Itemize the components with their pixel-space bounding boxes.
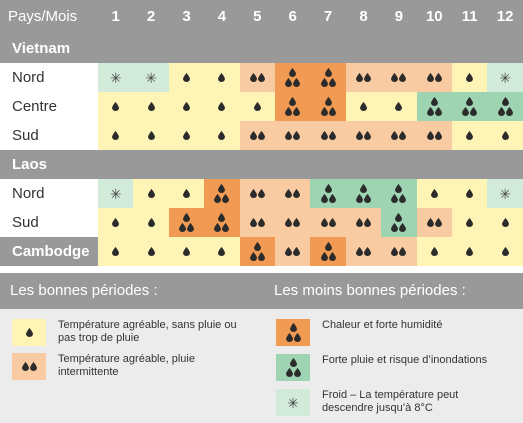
raindrop-icon [325,184,332,193]
raindrop-icon [325,242,332,251]
raindrop-icon [294,368,301,377]
month-cell [275,208,310,237]
raindrop-icon [250,218,257,227]
raindrop-icon [250,131,257,140]
month-cell [487,121,522,150]
raindrop-icon [431,97,438,106]
month-cell [452,92,487,121]
raindrop-icon [112,247,119,256]
region-name: Nord [0,179,98,208]
region-row [0,63,523,92]
raindrop-icon [218,102,225,111]
good-periods-title: Les bonnes périodes : [10,282,158,299]
snowflake-icon: ✳ [499,69,511,86]
snowflake-icon: ✳ [109,69,122,86]
raindrop-icon [364,194,371,203]
legend-swatch [276,354,310,381]
month-header: 1 [111,8,120,25]
month-header: 2 [146,8,156,25]
raindrop-icon [431,189,438,198]
raindrop-icon [183,189,190,198]
region-name: Nord [0,63,98,92]
legend-text: Froid – La température peut descendre jusqu’à 8°C [322,389,459,414]
month-cell [169,63,204,92]
raindrop-icon [183,213,190,222]
legend-swatch [12,353,46,380]
month-cell [346,237,381,266]
month-cell [133,63,168,92]
month-cell [310,63,345,92]
month-cell [98,208,133,237]
raindrop-icon [250,189,257,198]
raindrop-icon [183,131,190,140]
raindrop-icon [293,78,300,87]
legend-item [276,354,507,381]
raindrop-icon [427,73,434,82]
raindrop-icon [466,131,473,140]
raindrop-icon [285,78,292,87]
raindrop-icon [289,97,296,106]
raindrop-icon [258,73,265,82]
month-cell [310,179,345,208]
raindrop-icon [395,102,402,111]
month-cell [240,237,275,266]
legend-text: Chaleur et forte humidité [322,319,443,331]
month-cell [98,92,133,121]
month-cell [417,92,452,121]
month-cell [204,208,239,237]
raindrop-icon [364,218,371,227]
month-cell [133,208,168,237]
raindrop-icon [329,78,336,87]
raindrop-icon [285,107,292,116]
month-header: 12 [496,8,514,25]
month-cell [381,121,416,150]
raindrop-icon [112,131,119,140]
raindrop-icon [356,131,363,140]
month-cell [452,63,487,92]
month-cell [133,237,168,266]
month-cell [204,121,239,150]
month-cell [204,92,239,121]
raindrop-icon [399,131,406,140]
legend-item [276,319,507,346]
raindrop-icon [364,131,371,140]
raindrop-icon [364,247,371,256]
month-cell [346,121,381,150]
month-cell [240,121,275,150]
raindrop-icon [258,131,265,140]
raindrop-icon [435,218,442,227]
raindrop-icon [258,252,265,261]
raindrop-icon [290,358,297,367]
month-cell [346,208,381,237]
month-cell [346,92,381,121]
legend-text: Forte pluie et risque d’inondations [322,354,488,366]
month-cell [133,121,168,150]
raindrop-icon [214,194,221,203]
header-corner-label: Pays/Mois [8,8,78,25]
raindrop-icon [250,73,257,82]
header-row [0,0,523,34]
raindrop-icon [286,333,293,342]
raindrop-icon [148,218,155,227]
raindrop-icon [466,97,473,106]
raindrop-icon [148,189,155,198]
region-name: Sud [0,208,98,237]
month-cell [98,121,133,150]
month-cell [98,179,133,208]
raindrop-icon [325,97,332,106]
raindrop-icon [321,194,328,203]
month-cell [310,121,345,150]
raindrop-icon [466,218,473,227]
raindrop-icon [293,218,300,227]
region-row [0,179,523,208]
raindrop-icon [222,194,229,203]
month-header: 7 [323,8,333,25]
raindrop-icon [427,107,434,116]
raindrop-icon [321,218,328,227]
raindrop-icon [293,189,300,198]
raindrop-icon [254,102,261,111]
raindrop-icon [321,78,328,87]
raindrop-icon [218,184,225,193]
raindrop-icon [506,107,513,116]
raindrop-icon [148,247,155,256]
raindrop-icon [183,73,190,82]
raindrop-icon [356,247,363,256]
legend-swatch [276,389,310,416]
raindrop-icon [321,252,328,261]
month-cell [275,237,310,266]
raindrop-icon [325,68,332,77]
month-cell [417,63,452,92]
month-header: 6 [288,8,297,25]
raindrop-icon [391,73,398,82]
month-cell [275,179,310,208]
raindrop-icon [329,218,336,227]
country-name: Vietnam [12,40,71,57]
snowflake-icon: ✳ [145,69,157,86]
raindrop-icon [391,247,398,256]
raindrop-icon [427,218,434,227]
month-cell [133,92,168,121]
month-cell [381,237,416,266]
legend-item [12,319,243,346]
raindrop-icon [30,362,37,371]
month-cell [487,208,522,237]
raindrop-icon [502,97,509,106]
raindrop-icon [218,247,225,256]
raindrop-icon [286,368,293,377]
month-cell [487,237,522,266]
month-cell [381,208,416,237]
month-cell [346,63,381,92]
raindrop-icon [431,247,438,256]
raindrop-icon [214,223,221,232]
month-cell [169,237,204,266]
month-cell [133,179,168,208]
raindrop-icon [293,131,300,140]
raindrop-icon [321,107,328,116]
month-cell [452,179,487,208]
raindrop-icon [502,247,509,256]
month-cell [240,92,275,121]
raindrop-icon [502,218,509,227]
raindrop-icon [26,328,33,337]
raindrop-icon [391,194,398,203]
snowflake-icon: ✳ [109,185,122,202]
raindrop-icon [148,102,155,111]
month-cell [240,208,275,237]
month-header: 5 [253,8,262,25]
month-cell [310,237,345,266]
raindrop-icon [329,107,336,116]
raindrop-icon [364,73,371,82]
raindrop-icon [218,73,225,82]
raindrop-icon [254,242,261,251]
month-cell [310,208,345,237]
raindrop-icon [179,223,186,232]
raindrop-icon [148,131,155,140]
raindrop-icon [395,213,402,222]
country-name: Laos [12,156,48,173]
month-cell [240,63,275,92]
month-cell [204,237,239,266]
raindrop-icon [112,102,119,111]
month-cell [452,237,487,266]
raindrop-icon [293,247,300,256]
raindrop-icon [218,213,225,222]
month-cell [204,179,239,208]
raindrop-icon [360,184,367,193]
legend-text: Température agréable, pluie intermittente [58,353,195,378]
raindrop-icon [399,73,406,82]
raindrop-icon [294,333,301,342]
region-row [0,208,523,237]
raindrop-icon [435,131,442,140]
month-header: 10 [425,8,443,25]
month-cell [381,92,416,121]
month-cell [310,92,345,121]
raindrop-icon [285,247,292,256]
month-header: 9 [394,8,404,25]
legend-swatch [12,319,46,346]
legend-text: Température agréable, sans pluie ou pas trop de pluie [58,319,237,344]
month-cell [169,121,204,150]
month-cell [98,63,133,92]
month-header: 11 [461,8,478,25]
raindrop-icon [290,323,297,332]
raindrop-icon [329,194,336,203]
raindrop-icon [399,247,406,256]
raindrop-icon [356,194,363,203]
raindrop-icon [22,362,29,371]
raindrop-icon [183,247,190,256]
region-name: Centre [0,92,98,121]
month-cell [452,121,487,150]
region-row [0,121,523,150]
region-name: Sud [0,121,98,150]
raindrop-icon [329,252,336,261]
raindrop-icon [222,223,229,232]
raindrop-icon [258,218,265,227]
raindrop-icon [218,131,225,140]
raindrop-icon [470,107,477,116]
month-cell [417,237,452,266]
month-cell [487,92,522,121]
month-cell [487,179,522,208]
raindrop-icon [360,102,367,111]
month-cell [381,63,416,92]
raindrop-icon [391,223,398,232]
country-name: Cambodge [0,237,98,266]
month-cell [275,63,310,92]
raindrop-icon [285,189,292,198]
legend-header [0,273,523,309]
raindrop-icon [399,194,406,203]
month-cell [169,179,204,208]
raindrop-icon [395,184,402,193]
month-cell [204,63,239,92]
month-header: 4 [217,8,227,25]
raindrop-icon [466,73,473,82]
country-section-header [0,150,523,179]
month-cell [452,208,487,237]
month-cell [381,179,416,208]
month-header: 8 [359,8,368,25]
legend-item [12,353,243,380]
month-cell [417,208,452,237]
region-row [0,237,523,266]
month-cell [275,92,310,121]
raindrop-icon [462,107,469,116]
legend-body [0,309,523,423]
raindrop-icon [329,131,336,140]
legend-item [276,389,507,416]
raindrop-icon [466,247,473,256]
raindrop-icon [187,223,194,232]
month-cell [240,179,275,208]
raindrop-icon [502,131,509,140]
raindrop-icon [285,218,292,227]
raindrop-icon [258,189,265,198]
month-cell [275,121,310,150]
raindrop-icon [289,68,296,77]
raindrop-icon [498,107,505,116]
snowflake-icon: ✳ [499,185,511,202]
month-cell [417,179,452,208]
raindrop-icon [356,218,363,227]
raindrop-icon [321,131,328,140]
raindrop-icon [250,252,257,261]
month-cell [487,63,522,92]
month-cell [98,237,133,266]
raindrop-icon [112,218,119,227]
raindrop-icon [285,131,292,140]
raindrop-icon [356,73,363,82]
raindrop-icon [427,131,434,140]
country-section-header [0,34,523,63]
month-cell [346,179,381,208]
raindrop-icon [391,131,398,140]
raindrop-icon [435,107,442,116]
bad-periods-title: Les moins bonnes périodes : [274,282,466,299]
month-cell [169,208,204,237]
month-header: 3 [182,8,191,25]
month-cell [169,92,204,121]
snowflake-icon: ✳ [287,394,299,411]
raindrop-icon [183,102,190,111]
raindrop-icon [466,189,473,198]
legend-swatch [276,319,310,346]
region-row [0,92,523,121]
raindrop-icon [399,223,406,232]
month-cell [417,121,452,150]
raindrop-icon [293,107,300,116]
raindrop-icon [435,73,442,82]
